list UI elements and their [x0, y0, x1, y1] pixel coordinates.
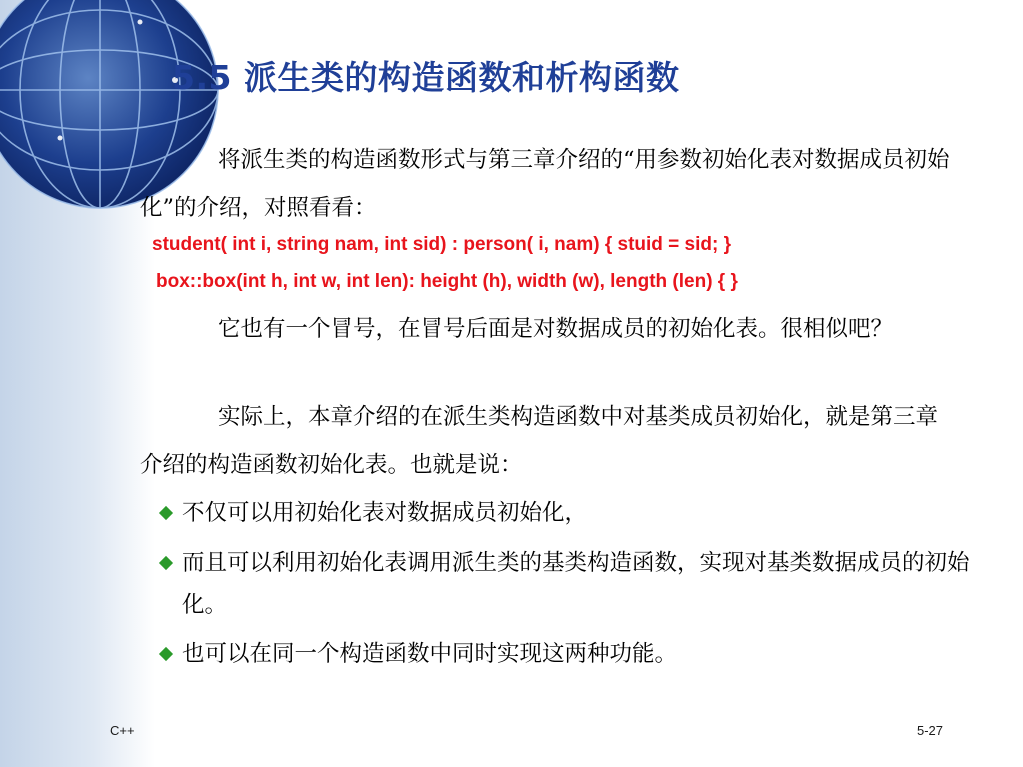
bullet-item — [155, 542, 972, 626]
bullet-item — [155, 492, 972, 534]
slide-title: 5.5 派生类的构造函数和析构函数 — [172, 58, 680, 97]
bullet-text: 也可以在同一个构造函数中同时实现这两种功能。 — [182, 641, 678, 667]
diamond-bullet-icon — [159, 506, 173, 520]
code-line-box: box::box(int h, int w, int len): height (h), width (w), length (len) { } — [156, 271, 738, 292]
code-line-student: student( int i, string nam, int sid) : person( i, nam) { stuid = sid; } — [152, 234, 731, 255]
footer-course-label: C++ — [110, 723, 135, 738]
footer-page-number — [917, 723, 943, 738]
bullet-item — [155, 633, 972, 675]
intro-paragraph: 将派生类的构造函数形式与第三章介绍的“用参数初始化表对数据成员初始化”的介绍，对照看看： — [140, 147, 950, 221]
conclusion-paragraph: 实际上，本章介绍的在派生类构造函数中对基类成员初始化，就是第三章介绍的构造函数初始化表。也就是说： — [140, 404, 939, 478]
page-prefix: 5- — [916, 723, 929, 738]
page-number: 27 — [928, 723, 943, 738]
bullet-text: 而且可以利用初始化表调用派生类的基类构造函数，实现对基类数据成员的初始化。 — [182, 550, 970, 618]
diamond-bullet-icon — [159, 556, 173, 570]
colon-paragraph: 它也有一个冒号，在冒号后面是对数据成员的初始化表。很相似吧？ — [218, 316, 894, 342]
diamond-bullet-icon — [159, 647, 173, 661]
bullet-text: 不仅可以用初始化表对数据成员初始化， — [182, 500, 588, 526]
